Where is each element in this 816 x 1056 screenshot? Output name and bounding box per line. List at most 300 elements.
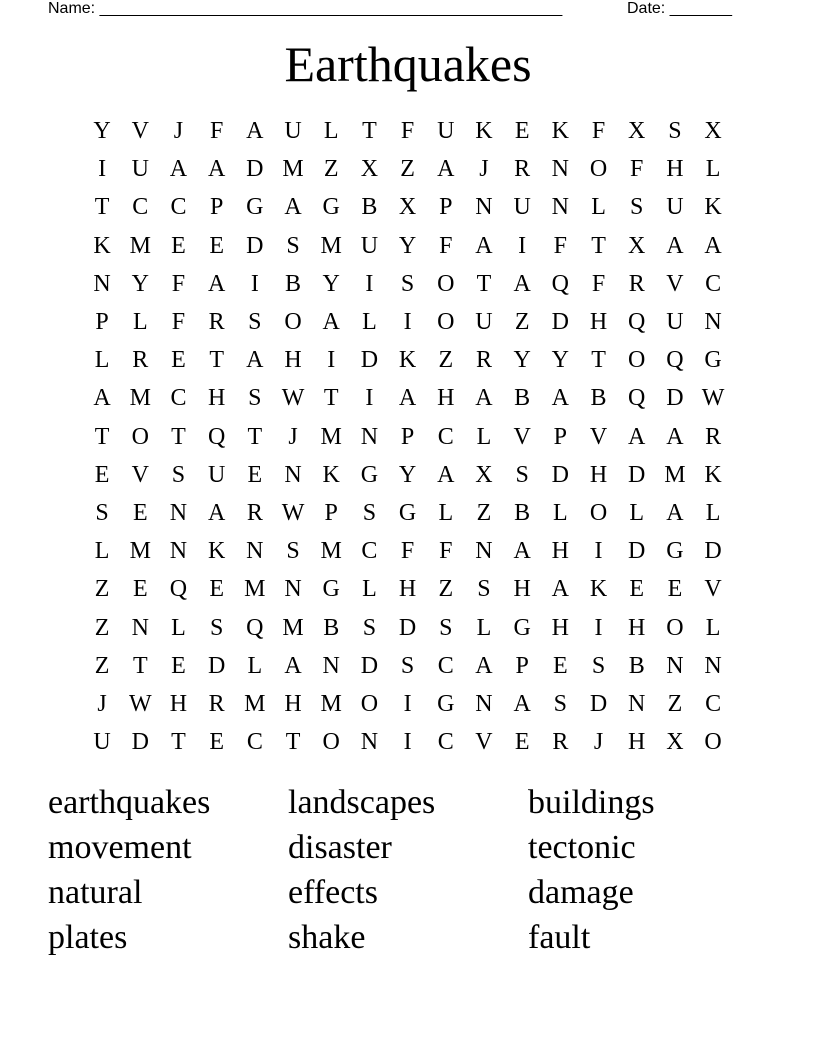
grid-letter: H xyxy=(284,690,302,717)
search-word: natural xyxy=(48,874,143,911)
grid-letter: F xyxy=(591,118,606,145)
grid-letter: G xyxy=(704,347,722,374)
grid-letter: U xyxy=(437,118,455,145)
grid-letter: N xyxy=(360,729,379,756)
letter-grid xyxy=(83,112,733,761)
grid-letter: W xyxy=(128,690,152,717)
grid-letter: S xyxy=(400,652,415,679)
search-word: effects xyxy=(288,874,378,911)
grid-row xyxy=(83,112,733,150)
grid-letter: X xyxy=(628,232,646,259)
grid-letter: P xyxy=(209,194,224,221)
grid-letter: O xyxy=(437,309,455,336)
grid-letter: A xyxy=(475,385,493,412)
grid-letter: L xyxy=(94,538,110,565)
grid-letter: L xyxy=(553,499,568,526)
grid-letter: N xyxy=(131,614,149,641)
grid-letter: C xyxy=(705,270,722,297)
grid-letter: A xyxy=(437,156,455,183)
grid-letter: S xyxy=(286,232,300,259)
grid-letter: A xyxy=(93,385,111,412)
grid-letter: T xyxy=(171,423,186,450)
grid-letter: U xyxy=(207,461,226,488)
grid-letter: D xyxy=(666,385,684,412)
grid-letter: C xyxy=(437,652,454,679)
grid-letter: A xyxy=(551,385,570,412)
grid-letter: G xyxy=(360,461,379,488)
grid-letter: N xyxy=(360,423,379,450)
grid-letter: B xyxy=(514,499,531,526)
grid-letter: Z xyxy=(667,690,683,717)
word-row xyxy=(48,825,768,870)
grid-letter: S xyxy=(362,614,377,641)
grid-letter: E xyxy=(171,232,186,259)
grid-letter: I xyxy=(403,309,412,336)
grid-letter: O xyxy=(360,690,379,717)
grid-letter: I xyxy=(365,385,374,412)
name-field-label: Name: ____________________________________________________ xyxy=(48,0,563,17)
grid-letter: Y xyxy=(93,118,111,145)
grid-letter: P xyxy=(400,423,415,450)
grid-row xyxy=(83,227,733,265)
grid-letter: H xyxy=(398,576,417,603)
grid-letter: M xyxy=(244,576,266,603)
grid-letter: Z xyxy=(94,576,110,603)
grid-letter: J xyxy=(97,690,107,717)
grid-letter: L xyxy=(362,309,377,336)
grid-letter: E xyxy=(553,652,568,679)
grid-letter: Q xyxy=(169,576,188,603)
grid-letter: A xyxy=(704,232,722,259)
grid-letter: G xyxy=(513,614,531,641)
grid-letter: N xyxy=(551,156,570,183)
grid-letter: G xyxy=(437,690,455,717)
grid-letter: H xyxy=(628,729,646,756)
grid-letter: S xyxy=(630,194,644,221)
grid-letter: K xyxy=(704,461,722,488)
grid-letter: A xyxy=(169,156,188,183)
grid-letter: Z xyxy=(323,156,339,183)
grid-letter: U xyxy=(475,309,493,336)
grid-letter: M xyxy=(320,423,342,450)
grid-letter: L xyxy=(132,309,148,336)
grid-letter: E xyxy=(209,232,224,259)
grid-letter: O xyxy=(628,347,646,374)
grid-letter: D xyxy=(589,690,608,717)
grid-row xyxy=(83,150,733,188)
grid-letter: S xyxy=(477,576,491,603)
grid-letter: M xyxy=(129,538,151,565)
grid-letter: W xyxy=(281,385,305,412)
grid-letter: I xyxy=(594,614,603,641)
grid-letter: B xyxy=(285,270,302,297)
grid-letter: S xyxy=(668,118,682,145)
grid-letter: L xyxy=(591,194,606,221)
grid-letter: N xyxy=(322,652,340,679)
grid-letter: H xyxy=(207,385,226,412)
grid-letter: L xyxy=(476,614,492,641)
grid-letter: X xyxy=(666,729,684,756)
grid-letter: B xyxy=(590,385,607,412)
grid-letter: T xyxy=(591,347,606,374)
grid-letter: H xyxy=(437,385,455,412)
grid-row xyxy=(83,418,733,456)
grid-letter: C xyxy=(246,729,263,756)
grid-letter: Y xyxy=(398,232,417,259)
grid-letter: T xyxy=(209,347,224,374)
grid-letter: A xyxy=(628,423,646,450)
grid-letter: F xyxy=(400,118,415,145)
word-row xyxy=(48,870,768,915)
grid-letter: A xyxy=(513,538,531,565)
grid-letter: X xyxy=(628,118,646,145)
search-word: buildings xyxy=(528,784,655,821)
grid-letter: I xyxy=(403,729,412,756)
grid-letter: A xyxy=(284,652,302,679)
grid-letter: M xyxy=(129,385,151,412)
grid-letter: A xyxy=(513,270,531,297)
grid-letter: E xyxy=(209,576,224,603)
grid-letter: P xyxy=(515,652,529,679)
grid-letter: Q xyxy=(628,309,646,336)
grid-letter: H xyxy=(551,538,570,565)
grid-letter: T xyxy=(591,232,606,259)
grid-letter: X xyxy=(475,461,493,488)
grid-letter: K xyxy=(93,232,111,259)
grid-letter: M xyxy=(320,690,342,717)
grid-letter: H xyxy=(551,614,570,641)
grid-letter: K xyxy=(475,118,493,145)
grid-letter: X xyxy=(704,118,722,145)
grid-letter: E xyxy=(667,576,683,603)
grid-letter: N xyxy=(551,194,570,221)
grid-letter: U xyxy=(666,194,684,221)
grid-letter: S xyxy=(248,309,262,336)
grid-letter: L xyxy=(705,499,721,526)
grid-letter: E xyxy=(94,461,110,488)
grid-letter: S xyxy=(553,690,568,717)
grid-letter: O xyxy=(666,614,684,641)
grid-letter: L xyxy=(476,423,492,450)
grid-letter: X xyxy=(398,194,417,221)
grid-letter: A xyxy=(666,232,684,259)
search-word: tectonic xyxy=(528,829,636,866)
grid-letter: F xyxy=(400,538,415,565)
word-row xyxy=(48,915,768,960)
grid-letter: D xyxy=(207,652,226,679)
grid-letter: Y xyxy=(131,270,149,297)
grid-letter: O xyxy=(322,729,340,756)
grid-letter: L xyxy=(171,614,186,641)
grid-letter: L xyxy=(438,499,454,526)
page-title: Earthquakes xyxy=(284,36,532,92)
grid-letter: G xyxy=(322,576,340,603)
grid-letter: U xyxy=(360,232,379,259)
grid-letter: J xyxy=(593,729,604,756)
grid-letter: D xyxy=(398,614,417,641)
search-word: disaster xyxy=(288,829,392,866)
grid-letter: V xyxy=(131,461,149,488)
grid-letter: E xyxy=(132,499,148,526)
grid-letter: O xyxy=(704,729,722,756)
grid-letter: F xyxy=(630,156,644,183)
grid-letter: I xyxy=(98,156,107,183)
grid-letter: R xyxy=(628,270,645,297)
grid-letter: S xyxy=(248,385,262,412)
grid-letter: Z xyxy=(94,652,110,679)
word-list xyxy=(48,780,768,960)
grid-letter: Y xyxy=(551,347,570,374)
grid-letter: O xyxy=(589,156,608,183)
grid-letter: M xyxy=(320,538,342,565)
grid-letter: C xyxy=(132,194,149,221)
grid-letter: A xyxy=(246,118,264,145)
grid-letter: D xyxy=(628,461,646,488)
grid-letter: L xyxy=(94,347,110,374)
grid-letter: P xyxy=(553,423,568,450)
grid-letter: B xyxy=(323,614,340,641)
grid-letter: V xyxy=(513,423,531,450)
grid-letter: L xyxy=(247,652,263,679)
grid-letter: Z xyxy=(476,499,492,526)
grid-letter: P xyxy=(324,499,338,526)
grid-letter: V xyxy=(666,270,684,297)
grid-letter: S xyxy=(209,614,224,641)
grid-row xyxy=(83,303,733,341)
grid-letter: Z xyxy=(438,347,454,374)
grid-letter: N xyxy=(284,576,302,603)
grid-letter: G xyxy=(322,194,340,221)
grid-letter: H xyxy=(589,309,608,336)
grid-letter: Z xyxy=(94,614,110,641)
grid-letter: I xyxy=(403,690,412,717)
date-field-label: Date: _______ xyxy=(627,0,732,17)
grid-letter: N xyxy=(475,194,493,221)
grid-letter: Q xyxy=(628,385,646,412)
grid-letter: S xyxy=(439,614,453,641)
grid-row xyxy=(83,608,733,646)
grid-letter: E xyxy=(209,729,224,756)
grid-letter: U xyxy=(513,194,531,221)
grid-letter: Q xyxy=(207,423,226,450)
grid-letter: V xyxy=(131,118,149,145)
grid-letter: U xyxy=(93,729,111,756)
grid-letter: A xyxy=(246,347,264,374)
grid-letter: C xyxy=(361,538,378,565)
grid-letter: D xyxy=(246,156,264,183)
grid-letter: T xyxy=(94,423,110,450)
grid-letter: S xyxy=(286,538,300,565)
grid-letter: A xyxy=(207,156,226,183)
grid-row xyxy=(83,341,733,379)
grid-letter: R xyxy=(132,347,149,374)
grid-letter: Y xyxy=(513,347,531,374)
grid-letter: H xyxy=(513,576,531,603)
grid-letter: E xyxy=(171,347,186,374)
grid-letter: T xyxy=(323,385,339,412)
grid-letter: P xyxy=(95,309,109,336)
search-word: movement xyxy=(48,829,192,866)
word-row xyxy=(48,780,768,825)
grid-letter: M xyxy=(244,690,266,717)
grid-letter: N xyxy=(475,538,493,565)
grid-letter: S xyxy=(171,461,186,488)
grid-letter: D xyxy=(246,232,264,259)
grid-letter: L xyxy=(705,156,721,183)
grid-letter: H xyxy=(628,614,646,641)
grid-letter: G xyxy=(666,538,684,565)
grid-letter: H xyxy=(589,461,608,488)
grid-letter: Z xyxy=(400,156,415,183)
grid-letter: K xyxy=(207,538,226,565)
grid-letter: F xyxy=(209,118,224,145)
grid-letter: D xyxy=(551,461,570,488)
grid-letter: L xyxy=(629,499,645,526)
grid-letter: F xyxy=(439,538,453,565)
grid-letter: C xyxy=(170,385,187,412)
grid-letter: X xyxy=(360,156,379,183)
grid-letter: E xyxy=(247,461,263,488)
search-word: landscapes xyxy=(288,784,436,821)
grid-letter: R xyxy=(208,690,225,717)
grid-letter: D xyxy=(704,538,722,565)
grid-letter: C xyxy=(437,423,454,450)
grid-letter: J xyxy=(173,118,184,145)
grid-letter: E xyxy=(171,652,186,679)
grid-letter: N xyxy=(475,690,493,717)
grid-letter: Y xyxy=(398,461,417,488)
grid-letter: R xyxy=(552,729,569,756)
grid-letter: K xyxy=(551,118,570,145)
grid-letter: A xyxy=(666,499,684,526)
grid-letter: D xyxy=(628,538,646,565)
grid-letter: M xyxy=(282,156,304,183)
grid-letter: O xyxy=(589,499,608,526)
grid-letter: K xyxy=(589,576,608,603)
grid-letter: J xyxy=(288,423,298,450)
grid-letter: M xyxy=(129,232,151,259)
grid-letter: W xyxy=(281,499,305,526)
grid-letter: A xyxy=(551,576,570,603)
search-word: shake xyxy=(288,919,366,956)
grid-letter: S xyxy=(591,652,606,679)
grid-letter: A xyxy=(666,423,684,450)
grid-letter: O xyxy=(284,309,302,336)
grid-letter: Z xyxy=(438,576,454,603)
grid-letter: U xyxy=(284,118,302,145)
grid-letter: K xyxy=(398,347,417,374)
grid-letter: A xyxy=(284,194,302,221)
grid-letter: T xyxy=(94,194,110,221)
grid-letter: I xyxy=(594,538,603,565)
grid-letter: A xyxy=(398,385,417,412)
grid-letter: T xyxy=(362,118,377,145)
search-word: fault xyxy=(528,919,591,956)
grid-letter: T xyxy=(171,729,186,756)
grid-letter: N xyxy=(704,309,722,336)
grid-row xyxy=(83,723,733,761)
grid-letter: G xyxy=(398,499,417,526)
grid-letter: F xyxy=(553,232,568,259)
grid-letter: M xyxy=(664,461,686,488)
grid-letter: T xyxy=(476,270,492,297)
search-word: earthquakes xyxy=(48,784,211,821)
grid-letter: Q xyxy=(246,614,264,641)
grid-row xyxy=(83,379,733,417)
grid-letter: U xyxy=(666,309,684,336)
grid-letter: O xyxy=(437,270,455,297)
grid-letter: Q xyxy=(551,270,570,297)
grid-letter: N xyxy=(284,461,302,488)
grid-letter: I xyxy=(327,347,336,374)
grid-letter: E xyxy=(629,576,645,603)
search-word: damage xyxy=(528,874,634,911)
grid-letter: B xyxy=(361,194,378,221)
header-line xyxy=(48,0,748,20)
grid-letter: A xyxy=(475,652,493,679)
grid-letter: A xyxy=(322,309,340,336)
grid-letter: C xyxy=(705,690,722,717)
grid-letter: B xyxy=(514,385,531,412)
grid-letter: T xyxy=(132,652,148,679)
grid-letter: A xyxy=(475,232,493,259)
grid-letter: Z xyxy=(514,309,530,336)
grid-row xyxy=(83,494,733,532)
grid-letter: Q xyxy=(666,347,684,374)
grid-letter: I xyxy=(365,270,374,297)
grid-letter: V xyxy=(475,729,493,756)
grid-letter: N xyxy=(93,270,111,297)
grid-letter: S xyxy=(400,270,415,297)
grid-letter: E xyxy=(132,576,148,603)
grid-row xyxy=(83,647,733,685)
grid-letter: E xyxy=(514,118,530,145)
grid-letter: V xyxy=(589,423,608,450)
grid-letter: H xyxy=(169,690,188,717)
grid-letter: R xyxy=(475,347,492,374)
grid-letter: B xyxy=(628,652,645,679)
grid-letter: H xyxy=(666,156,684,183)
grid-letter: D xyxy=(131,729,149,756)
grid-letter: V xyxy=(704,576,722,603)
grid-letter: A xyxy=(207,270,226,297)
grid-letter: A xyxy=(207,499,226,526)
grid-letter: P xyxy=(439,194,453,221)
grid-letter: G xyxy=(246,194,264,221)
grid-letter: Y xyxy=(322,270,340,297)
grid-letter: L xyxy=(705,614,721,641)
grid-letter: N xyxy=(169,538,188,565)
grid-row xyxy=(83,188,733,226)
grid-letter: D xyxy=(360,652,379,679)
grid-letter: M xyxy=(320,232,342,259)
grid-letter: W xyxy=(701,385,725,412)
grid-letter: D xyxy=(360,347,379,374)
grid-letter: R xyxy=(208,309,225,336)
grid-letter: I xyxy=(250,270,259,297)
grid-letter: N xyxy=(246,538,264,565)
grid-letter: N xyxy=(666,652,684,679)
grid-letter: N xyxy=(628,690,646,717)
grid-letter: E xyxy=(514,729,530,756)
grid-letter: R xyxy=(514,156,531,183)
grid-letter: L xyxy=(323,118,339,145)
grid-row xyxy=(83,456,733,494)
grid-letter: A xyxy=(437,461,455,488)
grid-letter: F xyxy=(171,270,186,297)
grid-letter: F xyxy=(591,270,606,297)
grid-letter: F xyxy=(171,309,186,336)
